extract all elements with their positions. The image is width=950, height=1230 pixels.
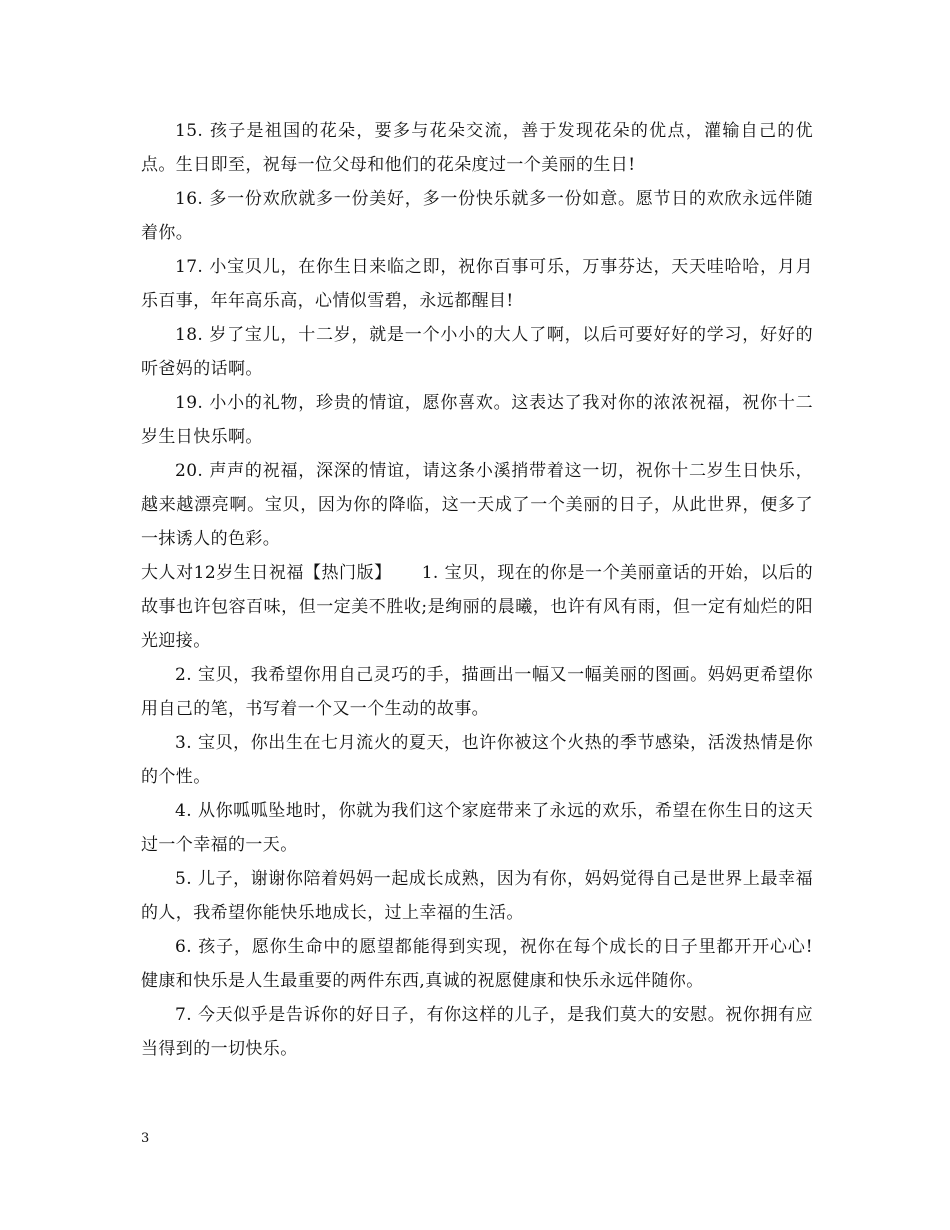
item-4: 4. 从你呱呱坠地时，你就为我们这个家庭带来了永远的欢乐，希望在你生日的这天过一个幸福的一天。	[141, 801, 813, 855]
paragraph-17: 17. 小宝贝儿，在你生日来临之即，祝你百事可乐，万事芬达，天天哇哈哈，月月乐百事，年年高乐高，心情似雪碧，永远都醒目!	[141, 257, 813, 311]
paragraph-15: 15. 孩子是祖国的花朵，要多与花朵交流，善于发现花朵的优点，灌输自己的优点。生日即至，祝每一位父母和他们的花朵度过一个美丽的生日!	[141, 121, 813, 175]
item-7: 7. 今天似乎是告诉你的好日子，有你这样的儿子，是我们莫大的安慰。祝你拥有应当得到的一切快乐。	[141, 1005, 813, 1059]
document-body	[141, 114, 813, 1066]
paragraph-18: 18. 岁了宝儿，十二岁，就是一个小小的大人了啊，以后可要好好的学习，好好的听爸妈的话啊。	[141, 325, 813, 379]
item-5: 5. 儿子，谢谢你陪着妈妈一起成长成熟，因为有你，妈妈觉得自己是世界上最幸福的人，我希望你能快乐地成长，过上幸福的生活。	[141, 869, 813, 923]
page-number: 3	[141, 1131, 150, 1146]
section-paragraph	[141, 556, 813, 658]
item-3: 3. 宝贝，你出生在七月流火的夏天，也许你被这个火热的季节感染，活泼热情是你的个性。	[141, 733, 813, 787]
section-first-item: 1. 宝贝，现在的你是一个美丽童话的开始，以后的故事也许包容百味，但一定美不胜收;是绚丽的晨曦，也许有风有雨，但一定有灿烂的阳光迎接。	[141, 563, 813, 651]
item-6: 6. 孩子，愿你生命中的愿望都能得到实现，祝你在每个成长的日子里都开开心心!健康和快乐是人生最重要的两件东西,真诚的祝愿健康和快乐永远伴随你。	[141, 937, 813, 991]
paragraph-20: 20. 声声的祝福，深深的情谊，请这条小溪捎带着这一切，祝你十二岁生日快乐，越来越漂亮啊。宝贝，因为你的降临，这一天成了一个美丽的日子，从此世界，便多了一抹诱人的色彩。	[141, 461, 813, 549]
paragraph-19: 19. 小小的礼物，珍贵的情谊，愿你喜欢。这表达了我对你的浓浓祝福，祝你十二岁生日快乐啊。	[141, 393, 813, 447]
paragraph-16: 16. 多一份欢欣就多一份美好，多一份快乐就多一份如意。愿节日的欢欣永远伴随着你。	[141, 189, 813, 243]
item-2: 2. 宝贝，我希望你用自己灵巧的手，描画出一幅又一幅美丽的图画。妈妈更希望你用自己的笔，书写着一个又一个生动的故事。	[141, 665, 813, 719]
section-heading: 大人对12岁生日祝福【热门版】	[141, 563, 392, 583]
